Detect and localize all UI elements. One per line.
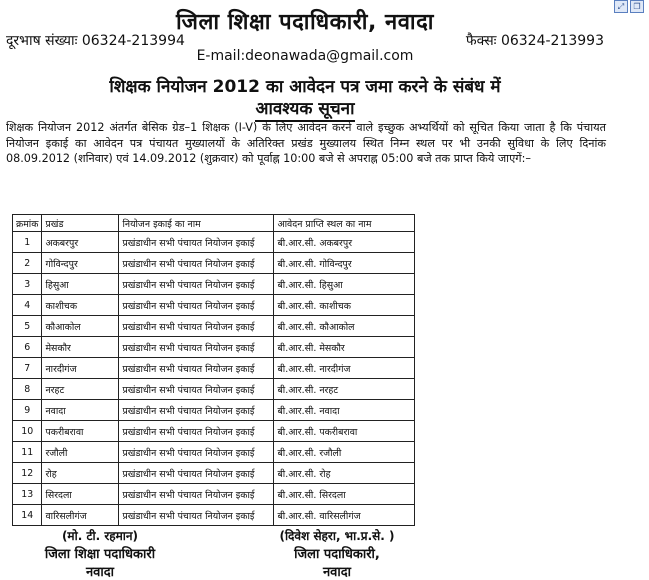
cell-unit: प्रखंडाधीन सभी पंचायत नियोजन इकाई: [119, 421, 274, 442]
cell-unit: प्रखंडाधीन सभी पंचायत नियोजन इकाई: [119, 400, 274, 421]
cell-center: बी.आर.सी. अकबरपुर: [274, 232, 415, 253]
header-center: आवेदन प्राप्ति स्थल का नाम: [274, 215, 415, 232]
cell-block: नरहट: [42, 379, 119, 400]
viewer-margin: [612, 0, 649, 577]
cell-block: रोह: [42, 463, 119, 484]
table-body: [13, 232, 415, 526]
cell-serial: 14: [13, 505, 42, 526]
signature-right: [262, 527, 412, 580]
table-row: [13, 295, 415, 316]
cell-serial: 5: [13, 316, 42, 337]
table-row: [13, 463, 415, 484]
notice-heading: [0, 96, 610, 119]
header-unit: नियोजन इकाई का नाम: [119, 215, 274, 232]
table-row: [13, 274, 415, 295]
cell-block: रजौली: [42, 442, 119, 463]
header-serial: क्रमांक: [13, 215, 42, 232]
cell-unit: प्रखंडाधीन सभी पंचायत नियोजन इकाई: [119, 253, 274, 274]
cell-center: बी.आर.सी. रजौली: [274, 442, 415, 463]
cell-unit: प्रखंडाधीन सभी पंचायत नियोजन इकाई: [119, 505, 274, 526]
cell-block: नारदीगंज: [42, 358, 119, 379]
cell-serial: 7: [13, 358, 42, 379]
cell-block: सिरदला: [42, 484, 119, 505]
table-row: [13, 337, 415, 358]
cell-center: बी.आर.सी. पकरीबरावा: [274, 421, 415, 442]
signatory-place-left: नवादा: [85, 565, 115, 580]
fax-number: फैक्सः 06324-213993: [465, 33, 604, 49]
signatory-place-right: नवादा: [322, 565, 352, 580]
signatory-name-left: (मो. टी. रहमान): [61, 529, 139, 543]
cell-center: बी.आर.सी. वारिसलीगंज: [274, 505, 415, 526]
window-icon[interactable]: ❐: [630, 0, 644, 13]
cell-unit: प्रखंडाधीन सभी पंचायत नियोजन इकाई: [119, 442, 274, 463]
office-title: जिला शिक्षा पदाधिकारी, नवादा: [175, 10, 434, 35]
cell-serial: 11: [13, 442, 42, 463]
cell-unit: प्रखंडाधीन सभी पंचायत नियोजन इकाई: [119, 295, 274, 316]
cell-serial: 8: [13, 379, 42, 400]
cell-serial: 3: [13, 274, 42, 295]
expand-icon[interactable]: ⤢: [614, 0, 628, 13]
cell-center: बी.आर.सी. रोह: [274, 463, 415, 484]
subject-heading: शिक्षक नियोजन 2012 का आवेदन पत्र जमा करने के संबंध में: [109, 77, 501, 97]
cell-center: बी.आर.सी. सिरदला: [274, 484, 415, 505]
email-address: E-mail:deonawada@gmail.com: [196, 48, 414, 64]
table-row: [13, 400, 415, 421]
table-row: [13, 421, 415, 442]
signatory-designation-left: जिला शिक्षा पदाधिकारी: [44, 547, 156, 562]
cell-unit: प्रखंडाधीन सभी पंचायत नियोजन इकाई: [119, 232, 274, 253]
notice-paragraph: शिक्षक नियोजन 2012 अंतर्गत बेसिक ग्रेड–1 शिक्षक (I-V) के लिए आवेदन करने वाले इच्छुक अभ्यर्थियों को सूचित किया जाता है कि पंचायत नियोजन इकाई का आवेदन पत्र पंचायत मुख्यालयों के अतिरिक्त प्रखंड मुख्यालय स्थित निम्न स्थल पर भी उनकी सुविधा के लिए दिनांक 08.09.2012 (शनिवार) एवं 14.09.2012 (शुक्रवार) को पूर्वाह्न 10:00 बजे से अपराह्न 05:00 बजे तक प्राप्त किये जाएगें:–: [6, 121, 606, 165]
cell-block: अकबरपुर: [42, 232, 119, 253]
cell-unit: प्रखंडाधीन सभी पंचायत नियोजन इकाई: [119, 316, 274, 337]
application-centers-table: [12, 214, 415, 526]
viewer-controls: [614, 0, 644, 12]
cell-block: काशीचक: [42, 295, 119, 316]
cell-center: बी.आर.सी. मेसकौर: [274, 337, 415, 358]
cell-block: नवादा: [42, 400, 119, 421]
cell-block: हिसुआ: [42, 274, 119, 295]
cell-block: मेसकौर: [42, 337, 119, 358]
cell-center: बी.आर.सी. नवादा: [274, 400, 415, 421]
table-row: [13, 232, 415, 253]
table-row: [13, 484, 415, 505]
cell-serial: 4: [13, 295, 42, 316]
cell-unit: प्रखंडाधीन सभी पंचायत नियोजन इकाई: [119, 358, 274, 379]
cell-center: बी.आर.सी. कौआकोल: [274, 316, 415, 337]
signatory-designation-right: जिला पदाधिकारी,: [294, 547, 380, 562]
cell-serial: 1: [13, 232, 42, 253]
cell-center: बी.आर.सी. गोविन्दपुर: [274, 253, 415, 274]
cell-unit: प्रखंडाधीन सभी पंचायत नियोजन इकाई: [119, 484, 274, 505]
notice-heading-text: आवश्यक सूचना: [255, 99, 354, 122]
table-header-row: [13, 215, 415, 232]
signature-left: [30, 527, 170, 580]
phone-number: दूरभाष संख्याः 06324-213994: [6, 33, 185, 49]
table-row: [13, 316, 415, 337]
table-row: [13, 253, 415, 274]
cell-center: बी.आर.सी. नारदीगंज: [274, 358, 415, 379]
cell-block: कौआकोल: [42, 316, 119, 337]
cell-unit: प्रखंडाधीन सभी पंचायत नियोजन इकाई: [119, 463, 274, 484]
cell-serial: 2: [13, 253, 42, 274]
cell-center: बी.आर.सी. काशीचक: [274, 295, 415, 316]
cell-serial: 6: [13, 337, 42, 358]
cell-serial: 12: [13, 463, 42, 484]
cell-center: बी.आर.सी. नरहट: [274, 379, 415, 400]
table-row: [13, 505, 415, 526]
cell-center: बी.आर.सी. हिसुआ: [274, 274, 415, 295]
header-block: प्रखंड: [42, 215, 119, 232]
table-row: [13, 379, 415, 400]
table-row: [13, 358, 415, 379]
cell-block: पकरीबरावा: [42, 421, 119, 442]
signatory-name-right: (दिवेश सेहरा, भा.प्र.से. ): [279, 529, 395, 543]
table-row: [13, 442, 415, 463]
cell-block: वारिसलीगंज: [42, 505, 119, 526]
cell-serial: 13: [13, 484, 42, 505]
cell-unit: प्रखंडाधीन सभी पंचायत नियोजन इकाई: [119, 337, 274, 358]
cell-block: गोविन्दपुर: [42, 253, 119, 274]
cell-unit: प्रखंडाधीन सभी पंचायत नियोजन इकाई: [119, 274, 274, 295]
cell-serial: 10: [13, 421, 42, 442]
cell-serial: 9: [13, 400, 42, 421]
cell-unit: प्रखंडाधीन सभी पंचायत नियोजन इकाई: [119, 379, 274, 400]
